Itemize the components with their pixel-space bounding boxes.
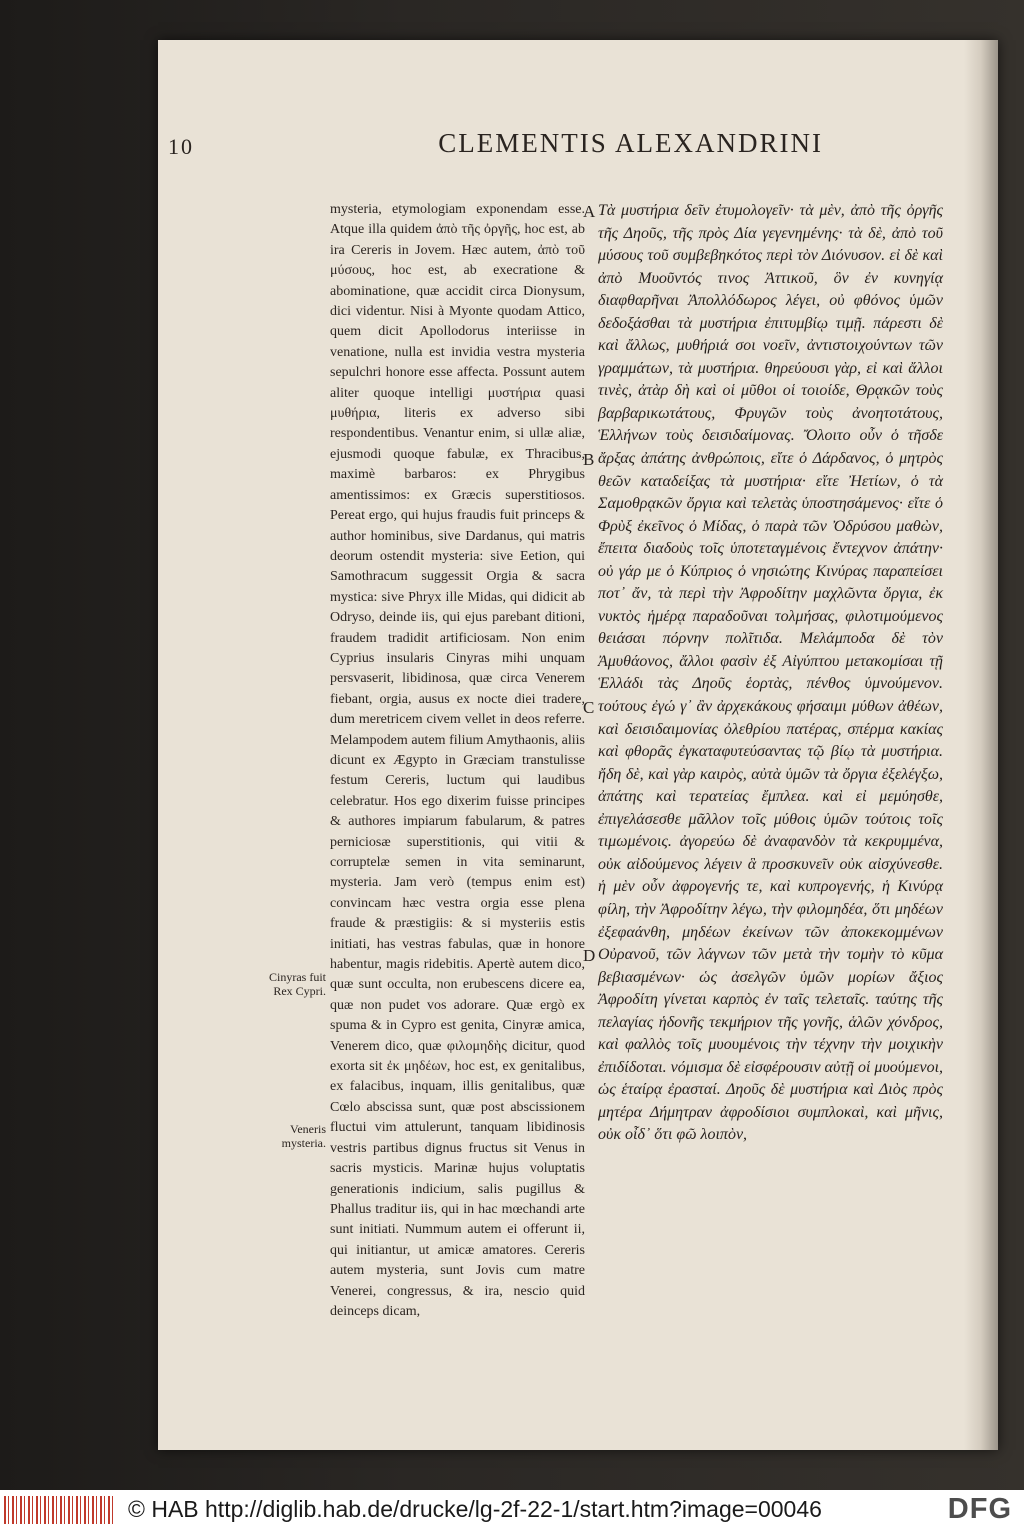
page-number: 10 bbox=[168, 134, 194, 159]
page-edge bbox=[964, 40, 998, 1450]
section-marker-a: A bbox=[583, 202, 596, 221]
dfg-logo: DFG bbox=[947, 1493, 1012, 1525]
latin-text: mysteria, etymologiam exponendam esse. Atque illa quidem ἀπὸ τῆς ὀργῆς, hoc est, ab ira Cereris in Jovem. Hæc autem, ἀπὸ τοῦ μύσους, hoc est, ab execratione & abominatione, quæ accidit circa Dionysum, dici videntur. Nisi à Myonte quodam Attico, quem dicit Apollodorus interiisse in venatione, nulla est invidia vestra mysteria sepulchri honore esse affecta. Possunt autem aliter quoque intelligi μυστήρια quasi μυθήρια, literis ex adverso sibi respondentibus. Venantur enim, si ullæ aliæ, ejusmodi quoque fabulæ, ex Thracibus, maximè barbaros: ex Phrygibus amentissimos: ex Græcis superstitiosos. Pereat ergo, qui hujus fraudis fuit princeps & author hominibus, sive Dardanus, qui matris deorum ostendit mysteria: sive Eetion, qui Samothracum suggessit Orgia & sacra mystica: sive Phryx ille Midas, qui didicit ab Odryso, deinde iis, qui ejus parebant ditioni, fraudem tradidit artificiosam. Non enim Cyprius insularis Cinyras mihi unquam persvaserit, libidinosa, quæ circa Venerem fiebant, orgia, ausus ex nocte diei tradere, dum meretricem civem vellet in deos referre. Melampodem autem filium Amythaonis, aliis dicunt ex Ægypto in Græciam transtulisse festum Cereris, luctum qui laudibus celebratur. Hos ego dixerim fuisse principes & authores impiarum fabularum, & patres perniciosæ superstitionis, qui vitii & corruptelæ semen in vita seminarunt, mysteria. Jam verò (tempus enim est) convincam hæc vestra orgia esse plena fraude & præstigiis: & si mysteriis estis initiati, has vestras fabulas, quæ in honore habentur, magis ridebitis. Apertè autem dico, quæ sunt occulta, non erubescens dicere ea, quæ non pudet vos adorare. Quæ ergò ex spuma & in Cypro est genita, Cinyræ amica, Venerem dico, quæ φιλομηδὴς dicitur, quod exorta sit ἐκ μηδέων, hoc est, ex genitalibus, ex falacibus, inquam, illis genitalibus, quæ Cœlo abscissa sunt, quæ post abscissionem fluctui vim attulerunt, tanquam libidinosis vestris partibus dignus fructus sit Venus in sacris mysticis. Marinæ hujus voluptatis generationis indicium, salis pugillus & Phallus traditur iis, qui in hac mœchandi arte sunt initiati. Nummum autem ei offerunt ii, qui initiantur, ut amicæ amatores. Cereris autem mysteria, sunt Jovis cum matre Venerei, congressus, & ira, nescio quid deinceps dicam, bbox=[330, 202, 585, 1319]
section-marker-d: D bbox=[583, 946, 596, 965]
copyright-link[interactable]: © HAB http://diglib.hab.de/drucke/lg-2f-22-1/start.htm?image=00046 bbox=[128, 1496, 822, 1522]
margin-note-veneris: Veneris mysteria. bbox=[281, 1122, 326, 1150]
footer-bar bbox=[0, 1490, 1024, 1529]
greek-text: Τὰ μυστήρια δεῖν ἐτυμολογεῖν· τὰ μὲν, ἀπὸ τῆς ὀργῆς τῆς Δηοῦς, τῆς πρὸς Δία γεγενημένης· τὰ δὲ, ἀπὸ τοῦ μύσους τοῦ συμβεβηκότος περὶ τὸν Διόνυσον. εἰ δὲ καὶ ἀπὸ Μυοῦντός τινος Ἀττικοῦ, ὃν ἐν κυνηγίᾳ διαφθαρῆναι Ἀπολλόδωρος λέγει, οὐ φθόνος ὑμῶν δεδοξάσθαι τὰ μυστήρια ἐπιτυμβίῳ τιμῇ. πάρεστι δὲ καὶ ἄλλως, μυθήριά σοι νοεῖν, ἀντιστοιχούντων τῶν γραμμάτων, τὰ μυστήρια. θηρεύουσι γὰρ, εἰ καὶ ἄλλοι τινὲς, ἀτὰρ δὴ καὶ οἱ μῦθοι οἱ τοιοίδε, Θρᾳκῶν τοὺς βαρβαρικωτάτους, Φρυγῶν τοὺς ἀνοητοτάτους, Ἑλλήνων τοὺς δεισιδαίμονας. Ὄλοιτο οὖν ὁ τῆσδε ἄρξας ἀπάτης ἀνθρώποις, εἴτε ὁ Δάρδανος, ὁ μητρὸς θεῶν καταδείξας τὰ μυστήρια· εἴτε Ἠετίων, ὁ τὰ Σαμοθρᾳκῶν ὄργια καὶ τελετὰς ὑποστησάμενος· εἴτε ὁ Φρὺξ ἐκεῖνος ὁ Μίδας, ὁ παρὰ τῶν Ὀδρύσου μαθὼν, ἔπειτα διαδοὺς τοῖς ὑποτεταγμένοις ἔντεχνον ἀπάτην· οὐ γάρ με ὁ Κύπριος ὁ νησιώτης Κινύρας παραπείσει ποτ᾽ ἄν, τὰ περὶ τὴν Ἀφροδίτην μαχλῶντα ὄργια, ἐκ νυκτὸς ἡμέρᾳ παραδοῦναι τολμήσας, φιλοτιμούμενος θειάσαι πόρνην πολῖτιδα. Μελάμποδα δὲ τὸν Ἀμυθάονος, ἄλλοι φασὶν ἐξ Αἰγύπτου μετακομίσαι τῇ Ἑλλάδι τὰς Δηοῦς ἑορτὰς, πένθος ὑμνούμενον. τούτους ἐγώ γ᾽ ἂν ἀρχεκάκους φήσαιμι μύθων ἀθέων, καὶ δεισιδαιμονίας ὀλεθρίου πατέρας, σπέρμα κακίας καὶ φθορᾶς ἐγκαταφυτεύσαντας τῷ βίῳ τὰ μυστήρια. ἤδη δὲ, καὶ γὰρ καιρὸς, αὐτὰ ὑμῶν τὰ ὄργια ἐξελέγξω, ἀπάτης καὶ τερατείας ἔμπλεα. καὶ εἰ μεμύησθε, ἐπιγελάσεσθε μᾶλλον τοῖς μύθοις ὑμῶν τούτοις τοῖς τιμωμένοις. ἀγορεύω δὲ ἀναφανδὸν τὰ κεκρυμμένα, οὐκ αἰδούμενος λέγειν ἃ προσκυνεῖν οὐκ αἰσχύνεσθε. ἡ μὲν οὖν ἀφρογενής τε, καὶ κυπρογενής, ἡ Κινύρᾳ φίλη, τὴν Ἀφροδίτην λέγω, τὴν φιλομηδέα, ὅτι μηδέων ἐξεφαάνθη, μηδέων ἐκείνων τῶν ἀποκεκομμένων Οὐρανοῦ, τῶν λάγνων τῶν μετὰ τὴν τομὴν τὸ κῦμα βεβιασμένων· ὡς ἀσελγῶν ὑμῶν μορίων ἄξιος Ἀφροδίτη γίνεται καρπὸς ἐν ταῖς τελεταῖς. ταύτης τῆς πελαγίας ἡδονῆς τεκμήριον τῆς γονῆς, ἁλῶν χόνδρος, καὶ φαλλὸς τοῖς μυουμένοις τὴν τέχνην τὴν μοιχικὴν ἐπιδίδοται. νόμισμα δὲ εἰσφέρουσιν αὐτῇ οἱ μυούμενοι, ὡς ἑταίρᾳ ἐρασταί. Δηοῦς δὲ μυστήρια καὶ Διὸς πρὸς μητέρα Δήμητραν ἀφροδίσιοι συμπλοκαὶ, καὶ μῆνις, οὐκ οἶδ᾽ ὅτι φῶ λοιπὸν, bbox=[598, 202, 944, 1144]
margin-note-cinyras: Cinyras fuit Rex Cypri. bbox=[269, 970, 326, 998]
greek-column bbox=[598, 200, 943, 1147]
section-marker-c: C bbox=[583, 698, 595, 717]
running-head bbox=[168, 128, 823, 168]
page-title: CLEMENTIS ALEXANDRINI bbox=[438, 128, 823, 158]
latin-column bbox=[330, 200, 585, 1322]
barcode-icon bbox=[4, 1496, 116, 1524]
section-marker-b: B bbox=[583, 450, 595, 469]
